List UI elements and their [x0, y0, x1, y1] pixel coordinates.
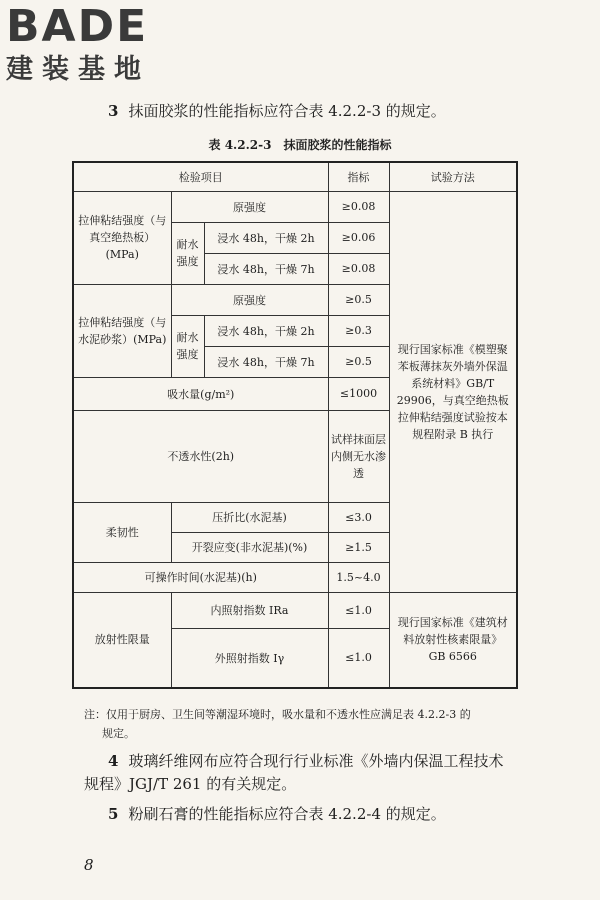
index-value: ≥0.5 — [328, 284, 389, 315]
logo-subtitle: 建装基地 — [6, 54, 150, 85]
table-row — [73, 592, 517, 628]
working-time-label: 可操作时间(水泥基)(h) — [73, 562, 328, 592]
absorption-label: 吸水量(g/m²) — [73, 377, 328, 410]
crack-strain-label: 开裂应变(非水泥基)(%) — [171, 532, 328, 562]
test-method-2: 现行国家标准《建筑材料放射性核素限量》GB 6566 — [389, 592, 517, 688]
flexibility-label: 柔韧性 — [73, 502, 171, 562]
clause-text: 玻璃纤维网布应符合现行行业标准《外墙内保温工程技术 — [128, 752, 504, 770]
table-row — [73, 191, 517, 222]
logo-wordmark: BADE — [6, 1, 149, 52]
compress-ratio-label: 压折比(水泥基) — [171, 502, 328, 532]
clause-5 — [108, 803, 446, 825]
internal-exposure-label: 内照射指数 IRa — [171, 592, 328, 628]
group2-label: 拉伸粘结强度（与水泥砂浆）(MPa) — [73, 284, 171, 377]
test-method-1: 现行国家标准《模塑聚苯板薄抹灰外墙外保温系统材料》GB/T 29906，与真空绝热板拉伸粘结强度试验按本规程附录 B 执行 — [389, 191, 517, 592]
table-title: 表 4.2.2-3 抹面胶浆的性能指标 — [208, 138, 392, 152]
index-value: ≤3.0 — [328, 502, 389, 532]
radioactivity-label: 放射性限量 — [73, 592, 171, 688]
orig-strength-label: 原强度 — [171, 191, 328, 222]
index-value: ≥0.5 — [328, 346, 389, 377]
water-resist-label: 耐水强度 — [171, 222, 204, 284]
table-header-row — [73, 162, 517, 191]
soak-2h-label: 浸水 48h，干燥 2h — [204, 315, 328, 346]
index-value: 试样抹面层内侧无水渗透 — [328, 410, 389, 502]
index-value: ≥0.3 — [328, 315, 389, 346]
index-value: ≥0.08 — [328, 253, 389, 284]
bade-logo — [6, 1, 178, 86]
header-index: 指标 — [328, 162, 389, 191]
clause-text-continued: 规程》JGJ/T 261 的有关规定。 — [84, 775, 297, 793]
clause-number: 3 — [108, 102, 119, 120]
note-line: 规定。 — [102, 727, 135, 740]
external-exposure-label: 外照射指数 Iγ — [171, 628, 328, 688]
header-method: 试验方法 — [389, 162, 517, 191]
index-value: ≥0.06 — [328, 222, 389, 253]
water-resist-label: 耐水强度 — [171, 315, 204, 377]
page-number: 8 — [84, 856, 94, 874]
index-value: ≤1.0 — [328, 628, 389, 688]
index-value: 1.5~4.0 — [328, 562, 389, 592]
table-note — [84, 705, 514, 743]
orig-strength-label: 原强度 — [171, 284, 328, 315]
soak-7h-label: 浸水 48h，干燥 7h — [204, 346, 328, 377]
clause-4 — [84, 750, 528, 796]
clause-text: 抹面胶浆的性能指标应符合表 4.2.2-3 的规定。 — [128, 102, 446, 120]
clause-number: 4 — [108, 752, 119, 770]
soak-7h-label: 浸水 48h，干燥 7h — [204, 253, 328, 284]
clause-3 — [108, 100, 446, 122]
impermeability-label: 不透水性(2h) — [73, 410, 328, 502]
clause-text: 粉刷石膏的性能指标应符合表 4.2.2-4 的规定。 — [128, 805, 446, 823]
index-value: ≤1.0 — [328, 592, 389, 628]
index-value: ≥0.08 — [328, 191, 389, 222]
group1-label: 拉伸粘结强度（与真空绝热板）(MPa) — [73, 191, 171, 284]
soak-2h-label: 浸水 48h，干燥 2h — [204, 222, 328, 253]
header-item: 检验项目 — [73, 162, 328, 191]
index-value: ≤1000 — [328, 377, 389, 410]
clause-number: 5 — [108, 805, 119, 823]
note-line: 注：仅用于厨房、卫生间等潮湿环境时，吸水量和不透水性应满足表 4.2.2-3 的 — [84, 708, 471, 721]
performance-table — [72, 161, 518, 689]
index-value: ≥1.5 — [328, 532, 389, 562]
